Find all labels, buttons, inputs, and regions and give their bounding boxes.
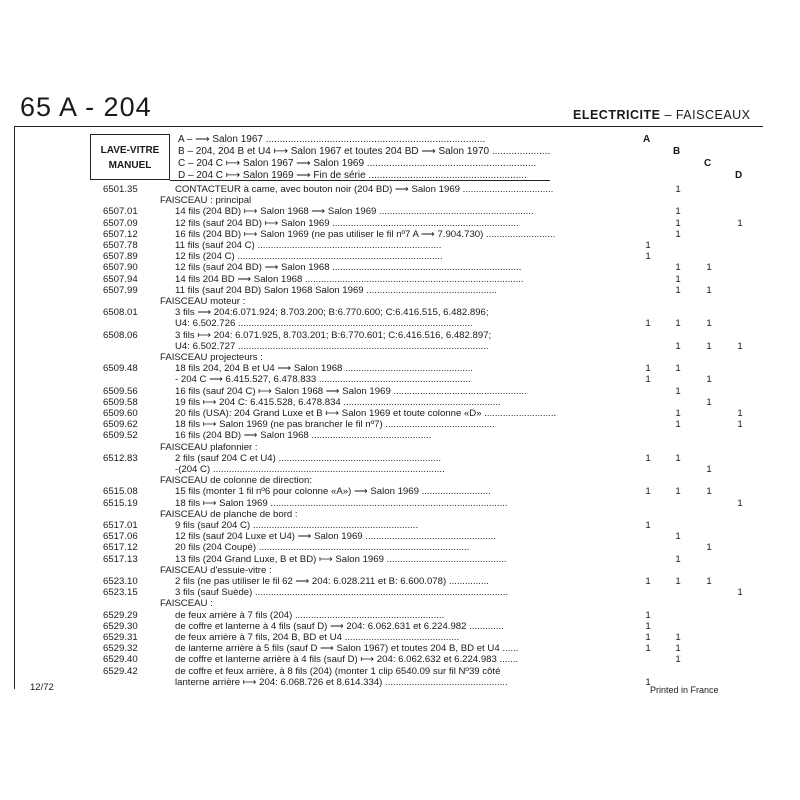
part-code: 6507.01 <box>103 206 138 218</box>
quantity-col-a: 1 <box>645 676 651 688</box>
table-row <box>0 206 800 218</box>
part-code: 6507.12 <box>103 228 138 240</box>
part-description: U4: 6.502.727 .............................................................................................. <box>175 340 489 352</box>
table-row <box>0 632 800 644</box>
table-row <box>0 531 800 543</box>
version-box <box>90 134 170 180</box>
table-row <box>0 621 800 633</box>
part-description: de feux arrière à 7 fils, 204 B, BD et U4 ........................................... <box>175 632 460 643</box>
part-description: 3 fils (sauf Suède) ............................................................................................... <box>175 587 509 599</box>
quantity-col-c: 1 <box>706 464 712 475</box>
part-description: 12 fils (sauf 204 BD) ⟶ Salon 1968 ....................................................................... <box>175 262 522 274</box>
quantity-col-b: 1 <box>675 486 681 498</box>
part-description: CONTACTEUR à came, avec bouton noir (204 BD) ⟶ Salon 1969 .................................. <box>175 184 554 195</box>
quantity-col-b: 1 <box>675 419 681 431</box>
quantity-col-d: 1 <box>737 340 743 352</box>
quantity-col-b: 1 <box>675 531 681 543</box>
variant-letter: B <box>673 146 681 157</box>
part-code: 6529.40 <box>103 654 138 666</box>
table-row <box>0 587 800 599</box>
table-row <box>0 453 800 465</box>
quantity-col-c: 1 <box>706 262 712 274</box>
part-code: 6509.52 <box>103 430 138 442</box>
table-row <box>0 397 800 409</box>
quantity-col-c: 1 <box>706 284 712 296</box>
table-row <box>0 363 800 375</box>
table-row <box>0 643 800 655</box>
part-code: 6517.06 <box>103 531 138 543</box>
quantity-col-b: 1 <box>675 654 681 666</box>
table-row <box>0 318 800 330</box>
part-description: 12 fils (204 C) ............................................................................. <box>175 251 443 263</box>
part-description: de coffre et feux arrière, à 8 fils (204) (monter 1 clip 6540.09 sur fil Nº39 côté <box>175 665 501 677</box>
table-row <box>0 285 800 297</box>
table-row <box>0 262 800 274</box>
part-description: de lanterne arrière à 5 fils (sauf D ⟶ Salon 1967) et toutes 204 B, BD et U4 ...... <box>175 643 519 655</box>
part-code: 6517.12 <box>103 542 138 554</box>
table-row <box>0 554 800 566</box>
variant-line: D – 204 C ⟼ Salon 1969 ⟶ Fin de série ......................................................... <box>178 170 527 181</box>
part-code: 6529.32 <box>103 643 138 655</box>
table-row <box>0 430 800 442</box>
table-row <box>0 408 800 420</box>
table-row <box>0 330 800 342</box>
part-code: 6509.56 <box>103 385 138 397</box>
table-row <box>0 498 800 510</box>
part-description: de coffre et lanterne à 4 fils (sauf D) ⟶ 204: 6.062.631 et 6.224.982 ............. <box>175 620 504 632</box>
part-description: 12 fils (sauf 204 BD) ⟼ Salon 1969 ...................................................................... <box>175 217 519 229</box>
quantity-col-b: 1 <box>675 206 681 218</box>
table-row <box>0 307 800 319</box>
quantity-col-b: 1 <box>675 553 681 565</box>
quantity-col-b: 1 <box>675 318 681 330</box>
quantity-col-a: 1 <box>645 643 651 655</box>
table-row <box>0 576 800 588</box>
table-row <box>0 486 800 498</box>
quantity-col-a: 1 <box>645 609 651 621</box>
part-description: 16 fils (sauf 204 C) ⟼ Salon 1968 ⟶ Salon 1969 .................................................. <box>175 385 527 397</box>
quantity-col-a: 1 <box>645 318 651 330</box>
quantity-col-a: 1 <box>645 632 651 643</box>
part-code: 6501.35 <box>103 184 138 195</box>
section-title-bold: ELECTRICITE <box>573 108 661 122</box>
quantity-col-d: 1 <box>737 497 743 509</box>
part-code: 6509.48 <box>103 363 138 375</box>
part-description: FAISCEAU de planche de bord : <box>160 508 298 520</box>
table-row <box>0 229 800 241</box>
quantity-col-b: 1 <box>675 340 681 352</box>
variant-line: C – 204 C ⟼ Salon 1967 ⟶ Salon 1969 ............................................................. <box>178 158 537 169</box>
table-row <box>0 654 800 666</box>
part-description: FAISCEAU moteur : <box>160 296 246 307</box>
group-heading-row <box>0 352 800 364</box>
group-heading-row <box>0 442 800 454</box>
part-code: 6517.13 <box>103 553 138 565</box>
quantity-col-a: 1 <box>645 251 651 263</box>
part-description: 14 fils (204 BD) ⟼ Salon 1968 ⟶ Salon 1969 .......................................................... <box>175 206 534 218</box>
group-heading-row <box>0 296 800 308</box>
part-description: - 204 C ⟶ 6.415.527, 6.478.833 ......................................................... <box>175 374 471 386</box>
part-description: FAISCEAU plafonnier : <box>160 441 258 453</box>
quantity-col-c: 1 <box>706 486 712 498</box>
version-box-line1: LAVE-VITRE <box>100 145 160 156</box>
part-code: 6507.94 <box>103 273 138 285</box>
quantity-col-d: 1 <box>737 408 743 419</box>
variant-letter: C <box>704 158 712 169</box>
quantity-col-b: 1 <box>675 385 681 397</box>
table-row <box>0 386 800 398</box>
part-description: FAISCEAU d'essuie-vitre : <box>160 564 272 576</box>
part-code: 6523.10 <box>103 576 138 587</box>
part-description: 11 fils (sauf 204 BD) Salon 1968 Salon 1969 ................................................. <box>175 284 497 296</box>
part-description: U4: 6.502.726 ........................................................................................ <box>175 318 473 330</box>
part-description: 9 fils (sauf 204 C) .............................................................. <box>175 520 419 531</box>
part-description: 2 fils (sauf 204 C et U4) ............................................................. <box>175 452 442 464</box>
quantity-col-a: 1 <box>645 374 651 386</box>
version-box-line2: MANUEL <box>108 160 152 171</box>
part-description: lanterne arrière ⟼ 204: 6.068.726 et 8.614.334) .............................................. <box>175 676 508 688</box>
part-code: 6507.99 <box>103 284 138 296</box>
group-heading-row <box>0 475 800 487</box>
table-row <box>0 218 800 230</box>
quantity-col-b: 1 <box>675 632 681 643</box>
group-heading-row <box>0 598 800 610</box>
group-heading-row <box>0 195 800 207</box>
table-row <box>0 610 800 622</box>
part-description: 16 fils (204 BD) ⟼ Salon 1969 (ne pas utiliser le fil nº7 A ⟶ 7.904.730) .......................... <box>175 228 556 240</box>
part-description: 15 fils (monter 1 fil nº6 pour colonne «A») ⟶ Salon 1969 .......................... <box>175 486 491 498</box>
part-code: 6523.15 <box>103 587 138 599</box>
variant-line: A – ⟶ Salon 1967 ............................................................................... <box>178 134 486 145</box>
quantity-col-c: 1 <box>706 542 712 554</box>
part-code: 6508.06 <box>103 329 138 341</box>
quantity-col-b: 1 <box>675 363 681 375</box>
quantity-col-b: 1 <box>675 452 681 464</box>
part-code: 6507.90 <box>103 262 138 274</box>
part-code: 6529.29 <box>103 609 138 621</box>
quantity-col-a: 1 <box>645 620 651 632</box>
part-description: 11 fils (sauf 204 C) ..................................................................... <box>175 240 442 251</box>
part-code: 6508.01 <box>103 307 138 319</box>
quantity-col-b: 1 <box>675 262 681 274</box>
quantity-col-b: 1 <box>675 408 681 419</box>
page-code: 65 A - 204 <box>20 92 152 122</box>
quantity-col-d: 1 <box>737 419 743 431</box>
table-row <box>0 184 800 196</box>
quantity-col-a: 1 <box>645 363 651 375</box>
footer-printed: Printed in France <box>650 685 719 695</box>
part-description: 13 fils (204 Grand Luxe, B et BD) ⟼ Salon 1969 ............................................. <box>175 553 507 565</box>
part-description: 12 fils (sauf 204 Luxe et U4) ⟶ Salon 1969 ................................................. <box>175 531 496 543</box>
table-row <box>0 341 800 353</box>
part-description: 19 fils ⟼ 204 C: 6.415.528, 6.478.834 ........................................................... <box>175 396 501 408</box>
table-row <box>0 274 800 286</box>
quantity-col-b: 1 <box>675 284 681 296</box>
section-title <box>573 108 751 122</box>
quantity-col-b: 1 <box>675 184 681 195</box>
part-description: -(204 C) ....................................................................................... <box>175 464 445 475</box>
quantity-col-a: 1 <box>645 452 651 464</box>
footer-date: 12/72 <box>30 682 54 693</box>
part-description: 16 fils (204 BD) ⟶ Salon 1968 ............................................. <box>175 430 432 442</box>
table-row <box>0 464 800 476</box>
part-description: FAISCEAU : <box>160 598 213 610</box>
quantity-col-a: 1 <box>645 486 651 498</box>
part-description: de coffre et lanterne arrière à 4 fils (sauf D) ⟼ 204: 6.062.632 et 6.224.983 ....... <box>175 654 519 666</box>
quantity-col-d: 1 <box>737 587 743 599</box>
part-code: 6507.09 <box>103 217 138 229</box>
part-description: de feux arrière à 7 fils (204) ........................................................ <box>175 609 445 621</box>
quantity-col-b: 1 <box>675 576 681 587</box>
quantity-col-b: 1 <box>675 643 681 655</box>
quantity-col-b: 1 <box>675 228 681 240</box>
group-heading-row <box>0 509 800 521</box>
part-description: 3 fils ⟼ 204: 6.071.925, 8.703.201; B:6.770.601; C:6.416.516, 6.482.897; <box>175 329 492 341</box>
part-code: 6517.01 <box>103 520 138 531</box>
quantity-col-c: 1 <box>706 396 712 408</box>
variant-letter: D <box>735 170 743 181</box>
part-code: 6507.78 <box>103 240 138 251</box>
part-code: 6507.89 <box>103 251 138 263</box>
part-code: 6512.83 <box>103 452 138 464</box>
part-description: FAISCEAU : principal <box>160 195 252 207</box>
quantity-col-c: 1 <box>706 374 712 386</box>
variant-letter: A <box>643 134 651 145</box>
part-code: 6509.58 <box>103 396 138 408</box>
part-description: 20 fils (204 Coupé) ............................................................................... <box>175 542 470 554</box>
table-row <box>0 240 800 252</box>
part-code: 6529.42 <box>103 665 138 677</box>
part-description: 14 fils 204 BD ⟶ Salon 1968 .................................................................................. <box>175 273 524 285</box>
part-code: 6529.30 <box>103 620 138 632</box>
table-row <box>0 374 800 386</box>
part-description: 20 fils (USA): 204 Grand Luxe et B ⟼ Salon 1969 et toute colonne «D» ........................... <box>175 408 557 419</box>
variant-line: B – 204, 204 B et U4 ⟼ Salon 1967 et toutes 204 BD ⟶ Salon 1970 ..................... <box>178 146 551 157</box>
quantity-col-b: 1 <box>675 217 681 229</box>
quantity-col-a: 1 <box>645 240 651 251</box>
part-description: 3 fils ⟶ 204:6.071.924; 8.703.200; B:6.770.600; C:6.416.515, 6.482.896; <box>175 307 489 319</box>
quantity-col-c: 1 <box>706 576 712 587</box>
part-description: FAISCEAU projecteurs : <box>160 352 263 363</box>
part-code: 6529.31 <box>103 632 138 643</box>
part-code: 6509.62 <box>103 419 138 431</box>
part-description: 18 fils ⟼ Salon 1969 ......................................................................................... <box>175 497 508 509</box>
table-row <box>0 666 800 678</box>
quantity-col-d: 1 <box>737 217 743 229</box>
section-title-rest: – FAISCEAUX <box>664 108 751 122</box>
header-rule <box>15 126 763 127</box>
table-row <box>0 542 800 554</box>
part-code: 6515.19 <box>103 497 138 509</box>
quantity-col-b: 1 <box>675 273 681 285</box>
part-description: FAISCEAU de colonne de direction: <box>160 475 312 487</box>
table-row <box>0 520 800 532</box>
table-row <box>0 419 800 431</box>
group-heading-row <box>0 565 800 577</box>
part-code: 6515.08 <box>103 486 138 498</box>
part-code: 6509.60 <box>103 408 138 419</box>
part-description: 18 fils 204, 204 B et U4 ⟶ Salon 1968 ................................................ <box>175 363 473 375</box>
quantity-col-a: 1 <box>645 520 651 531</box>
table-row <box>0 251 800 263</box>
quantity-col-c: 1 <box>706 340 712 352</box>
quantity-col-a: 1 <box>645 576 651 587</box>
part-description: 2 fils (ne pas utiliser le fil 62 ⟶ 204: 6.028.211 et B: 6.600.078) ............... <box>175 576 489 587</box>
part-description: 18 fils ⟼ Salon 1969 (ne pas brancher le fil nº7) ......................................... <box>175 419 495 431</box>
quantity-col-c: 1 <box>706 318 712 330</box>
